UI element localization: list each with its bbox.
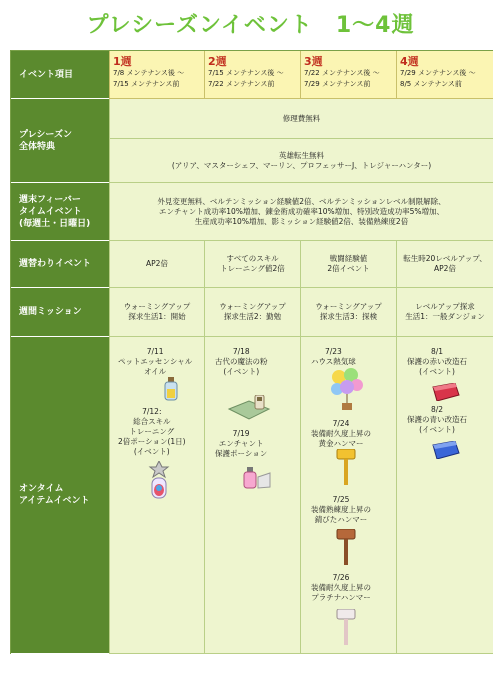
ontime-item-enchant-potion: 7/19 エンチャント 保護ポーション xyxy=(215,429,268,458)
header-label: イベント項目 xyxy=(19,69,74,80)
preseason-repair-text: 修理費無料 xyxy=(282,113,321,123)
week-3-header xyxy=(300,51,396,99)
weekend-fever-content xyxy=(109,183,493,241)
week-date-start: 7/15 メンテナンス後 〜 xyxy=(208,69,284,77)
weekly-mission-text: ウォーミングアップ 探求生活1：開始 xyxy=(123,302,191,321)
week-label: 1週 xyxy=(113,55,132,68)
week-date-end: 7/29 メンテナンス前 xyxy=(304,80,371,88)
ontime-item-skill-potion: 7/12: 総合スキル トレーニング 2倍ポーション(1日) (イベント) xyxy=(118,407,186,456)
week-1-header xyxy=(109,51,204,99)
preseason-repair xyxy=(109,99,493,139)
weekly-event-text: 転生時20レベルアップ、 AP2倍 xyxy=(403,254,487,273)
week-date-start: 7/29 メンテナンス後 〜 xyxy=(400,69,476,77)
hot-air-balloon-icon xyxy=(329,367,365,414)
weekly-event-text: 戦闘経験値 2倍イベント xyxy=(327,254,370,273)
week-2-header xyxy=(204,51,300,99)
week-label: 2週 xyxy=(208,55,227,68)
weekly-event-4 xyxy=(396,241,493,288)
weekly-mission-3 xyxy=(300,288,396,337)
header-label: 週替わりイベント xyxy=(19,259,92,269)
platinum-hammer-icon xyxy=(335,609,357,648)
ontime-item-ancient-powder: 7/18 古代の魔法の粉 (イベント) xyxy=(215,347,268,376)
header-event-item xyxy=(11,51,109,99)
week-date-end: 7/15 メンテナンス前 xyxy=(113,80,180,88)
preseason-rebirth-text: 英雄転生無料 (アリア、マスターシェフ、マーリン、プロフェッサーJ、トレジャーハンター) xyxy=(171,150,432,170)
ontime-item-golden-hammer: 7/24 装備耐久度上昇の 黄金ハンマー xyxy=(311,419,371,448)
week-date-end: 8/5 メンテナンス前 xyxy=(400,80,462,88)
weekly-mission-4 xyxy=(396,288,493,337)
oil-bottle-icon xyxy=(162,377,180,404)
week-date-end: 7/22 メンテナンス前 xyxy=(208,80,275,88)
weekly-mission-text: レベルアップ探求 生活1：一般ダンジョン xyxy=(405,302,485,321)
header-weekly-event xyxy=(11,241,109,288)
golden-hammer-icon xyxy=(335,449,357,488)
preseason-rebirth xyxy=(109,139,493,183)
ontime-item-blue-stone: 8/2 保護の青い改造石 (イベント) xyxy=(407,405,467,434)
ontime-item-pet-oil: 7/11 ペットエッセンシャル オイル xyxy=(118,347,193,376)
ontime-week-4 xyxy=(396,337,493,654)
powder-bag-icon xyxy=(227,395,271,424)
header-ontime-item xyxy=(11,337,109,654)
week-date-start: 7/8 メンテナンス後 〜 xyxy=(113,69,185,77)
page-title: プレシーズンイベント 1〜4週 xyxy=(86,13,415,38)
weekly-mission-text: ウォーミングアップ 探求生活3：探検 xyxy=(315,302,382,321)
week-label: 3週 xyxy=(304,55,323,68)
ontime-item-rusty-hammer: 7/25 装備熟練度上昇の 錆びたハンマー xyxy=(311,495,371,524)
weekly-mission-text: ウォーミングアップ 探求生活2：勤勉 xyxy=(219,302,286,321)
header-preseason-bonus xyxy=(11,99,109,183)
weekly-event-text: すべてのスキル トレーニング値2倍 xyxy=(220,254,285,273)
header-weekly-mission xyxy=(11,288,109,337)
weekly-event-1 xyxy=(109,241,204,288)
header-weekend-fever xyxy=(11,183,109,241)
ontime-week-2 xyxy=(204,337,300,654)
red-stone-icon xyxy=(431,383,461,404)
header-label: オンタイム アイテムイベント xyxy=(19,484,90,506)
ontime-item-balloon: 7/23 ハウス熱気球 xyxy=(311,347,356,366)
rusty-hammer-icon xyxy=(335,529,357,568)
pink-potion-icon xyxy=(241,467,271,492)
blue-stone-icon xyxy=(431,441,461,462)
weekly-event-2 xyxy=(204,241,300,288)
weekly-mission-1 xyxy=(109,288,204,337)
weekend-fever-text: 外見変更無料、ベルテンミッション経験値2倍、ベルテンミッションレベル制限解除、 エンチャント成功率10%増加、錬金術成功確率10%増加、特別改造成功率5%増加、 生産成功率10%増加、影ミッション経験値2倍、装備熟練度2倍 xyxy=(157,196,446,226)
ontime-item-platinum-hammer: 7/26 装備耐久度上昇の プラチナハンマー xyxy=(311,573,371,602)
header-label: プレシーズン 全体特典 xyxy=(19,129,72,152)
potion-bottle-icon xyxy=(148,461,170,502)
header-label: 週間ミッション xyxy=(19,307,82,317)
header-label: 週末フィーバー タイムイベント (毎週土・日曜日) xyxy=(19,194,91,229)
ontime-week-1 xyxy=(109,337,204,654)
ontime-week-3 xyxy=(300,337,396,654)
week-date-start: 7/22 メンテナンス後 〜 xyxy=(304,69,380,77)
weekly-event-3 xyxy=(300,241,396,288)
ontime-item-red-stone: 8/1 保護の赤い改造石 (イベント) xyxy=(407,347,467,376)
week-label: 4週 xyxy=(400,55,419,68)
weekly-event-text: AP2倍 xyxy=(146,259,168,268)
weekly-mission-2 xyxy=(204,288,300,337)
event-table xyxy=(10,50,493,654)
week-4-header xyxy=(396,51,493,99)
